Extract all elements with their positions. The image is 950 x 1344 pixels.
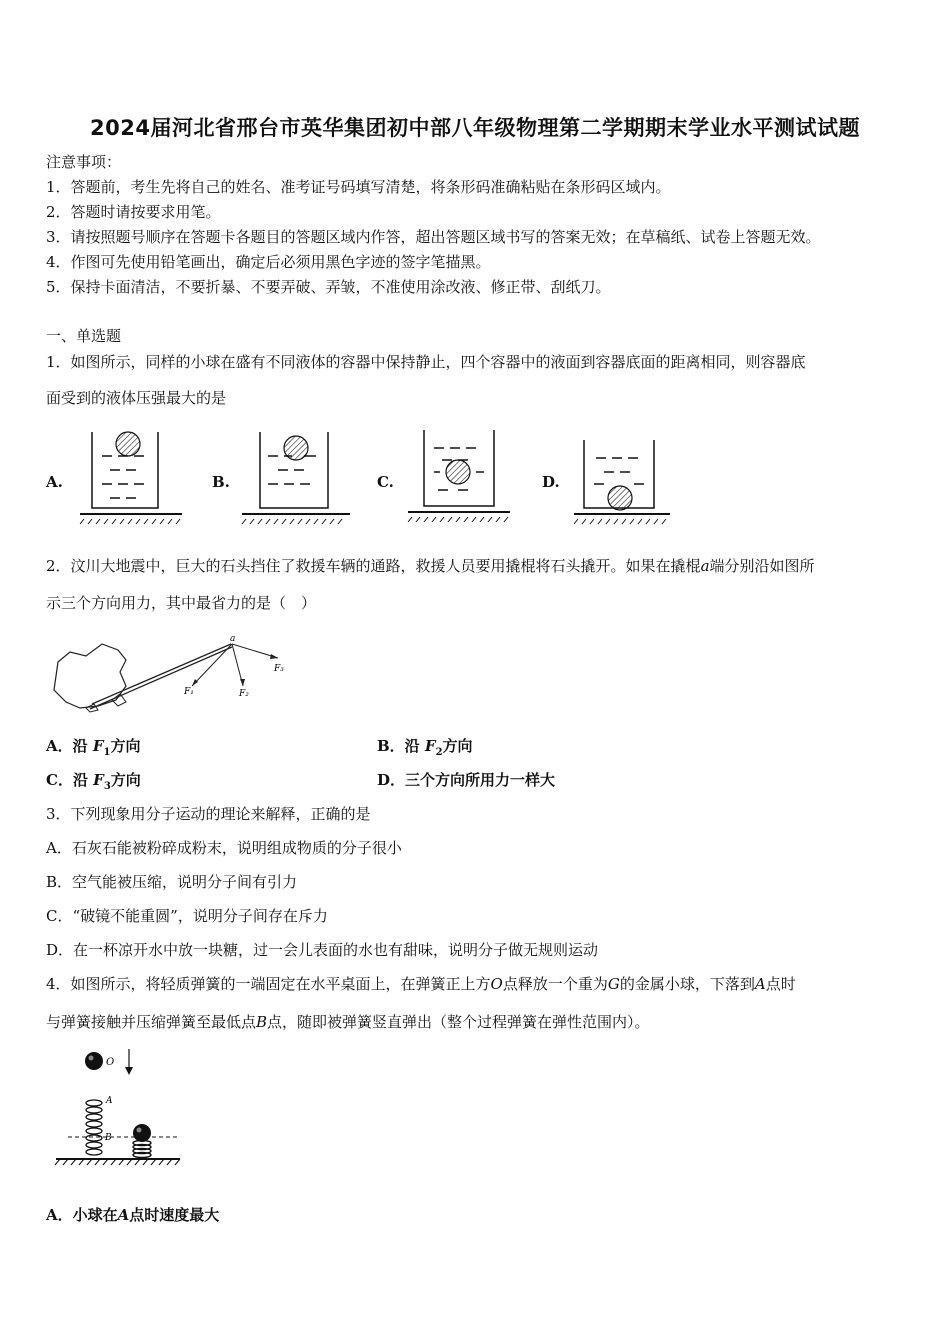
- q1-option-label: A.: [46, 473, 63, 491]
- note-item: 1．答题前，考生先将自己的姓名、准考证号码填写清楚，将条形码准确粘贴在条形码区域内。: [46, 178, 671, 196]
- q3-stem: 3．下列现象用分子运动的理论来解释，正确的是: [46, 805, 371, 823]
- label-b: B: [105, 1133, 112, 1143]
- ball-icon: [133, 1124, 151, 1142]
- notes-heading: 注意事项：: [46, 153, 122, 171]
- force-f1-arrow: [192, 644, 232, 686]
- note-item: 2．答题时请按要求用笔。: [46, 203, 221, 221]
- container-c: [408, 430, 510, 522]
- q2-option-a: A．沿 $F_1$方向: [46, 737, 141, 758]
- crowbar: [92, 644, 231, 704]
- q4-stem-line2: 与弹簧接触并压缩弹簧至最低点B点，随即被弹簧竖直弹出（整个过程弹簧在弹性范围内）。: [46, 1013, 650, 1031]
- q2-option-c: C．沿 $F_3$方向: [46, 771, 141, 792]
- ball-icon: [116, 432, 140, 456]
- q1-containers-figure: [70, 420, 670, 530]
- ball-icon: [608, 486, 632, 510]
- section-heading: 一、单选题: [46, 327, 122, 345]
- note-item: 3．请按照题号顺序在答题卡各题目的答题区域内作答，超出答题区域书写的答案无效；在草稿纸、试卷上答题无效。: [46, 228, 821, 246]
- note-item: 4．作图可先使用铅笔画出，确定后必须用黑色字迹的签字笔描黑。: [46, 253, 491, 271]
- q3-option-d: D．在一杯凉开水中放一块糖，过一会儿表面的水也有甜味，说明分子做无规则运动: [46, 941, 599, 959]
- q2-stem-line2: 示三个方向用力，其中最省力的是（ ）: [46, 594, 317, 612]
- q4-option-a: A．小球在A点时速度最大: [46, 1206, 220, 1224]
- q4-stem-line1: 4．如图所示，将轻质弹簧的一端固定在水平桌面上，在弹簧正上方O点释放一个重为G的金属小球，下落到A点时: [46, 975, 796, 993]
- q2-option-b: B．沿 $F_2$方向: [377, 737, 473, 758]
- q1-stem-line2: 面受到的液体压强最大的是: [46, 389, 227, 407]
- q1-stem-line1: 1．如图所示，同样的小球在盛有不同液体的容器中保持静止，四个容器中的液面到容器底面的距离相同，则容器底: [46, 353, 806, 371]
- q1-option-label: C.: [377, 473, 394, 491]
- q2-option-d: D．三个方向所用力一样大: [377, 771, 556, 789]
- q1-option-label: D.: [542, 473, 560, 491]
- q2-var-a: a: [700, 557, 710, 575]
- q2-stem-line1: [46, 556, 815, 576]
- label-a: A: [106, 1096, 113, 1106]
- container-d: [574, 440, 670, 524]
- container-b: [242, 432, 350, 524]
- q2-lever-figure: [46, 630, 296, 720]
- label-a: a: [230, 634, 236, 644]
- label-f1: F₁: [184, 687, 194, 697]
- label-o: O: [106, 1057, 115, 1068]
- page-title: 2024届河北省邢台市英华集团初中部八年级物理第二学期期末学业水平测试试题: [90, 116, 860, 140]
- q1-option-label: B.: [212, 473, 230, 491]
- spring-compressed: [133, 1141, 151, 1158]
- ball-icon: [284, 436, 308, 460]
- q3-option-b: B．空气能被压缩，说明分子间有引力: [46, 873, 298, 891]
- q3-option-c: C．“破镜不能重圆”，说明分子间存在斥力: [46, 907, 328, 925]
- spring-uncompressed: [86, 1100, 102, 1155]
- label-f2: F₂: [239, 689, 249, 699]
- q4-spring-figure: [50, 1045, 190, 1170]
- note-item: 5．保持卡面清洁，不要折暴、不要弄破、弄皱，不准使用涂改液、修正带、刮纸刀。: [46, 278, 611, 296]
- ball-icon: [446, 460, 470, 484]
- q2-stem-text: 2．汶川大地震中，巨大的石头挡住了救援车辆的通路，救援人员要用撬棍将石头撬开。如果在撬棍: [46, 557, 701, 575]
- label-f3: F₃: [274, 664, 284, 674]
- q2-stem-tail: 端分别沿如图所: [709, 557, 815, 575]
- ball-icon: [85, 1052, 103, 1070]
- container-a: [80, 432, 182, 524]
- q3-option-a: A．石灰石能被粉碎成粉末，说明组成物质的分子很小: [46, 839, 402, 857]
